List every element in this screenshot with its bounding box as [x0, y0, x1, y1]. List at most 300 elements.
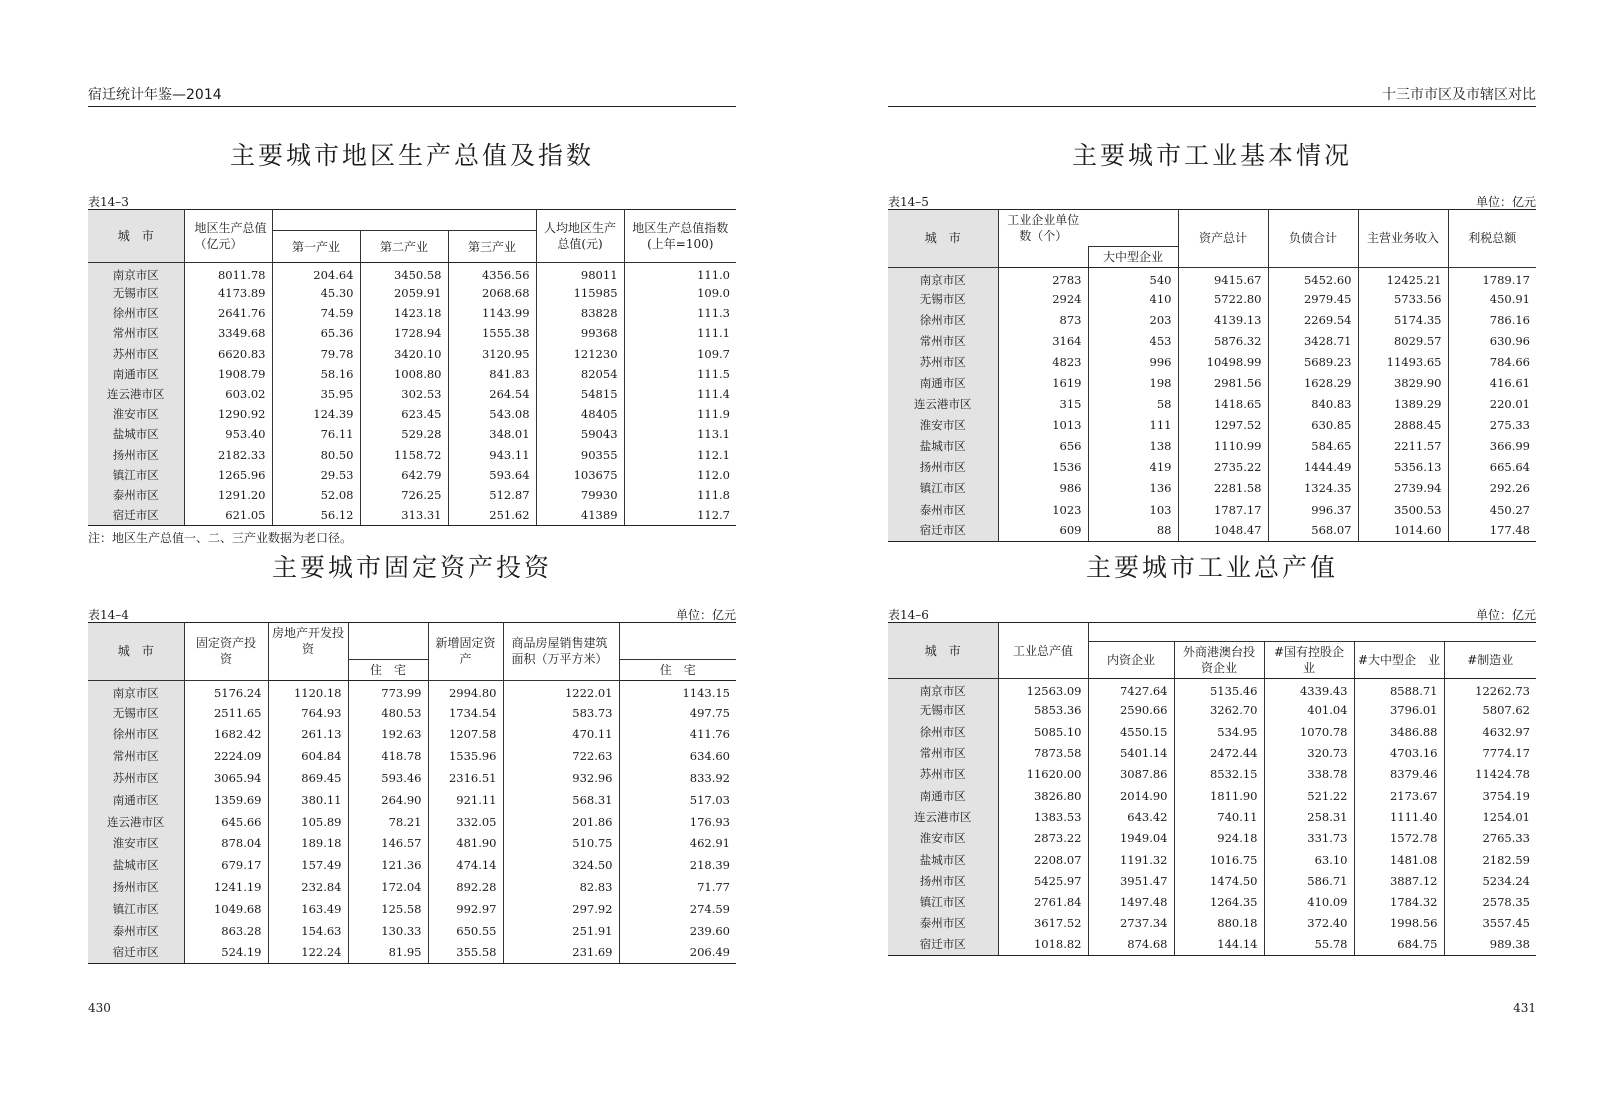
row-value: 198 — [1088, 372, 1178, 393]
row-value: 1023 — [998, 499, 1088, 520]
row-value: 138 — [1088, 436, 1178, 457]
row-value: 58 — [1088, 394, 1178, 415]
row-value: 3486.88 — [1354, 721, 1444, 742]
table-14-4-title: 主要城市固定资产投资 — [271, 553, 552, 582]
table-row — [88, 920, 736, 942]
row-city: 盐城市区 — [888, 436, 998, 457]
th-sales-housing: 住 宅 — [619, 659, 736, 680]
table-14-4-unit: 单位：亿元 — [675, 608, 736, 622]
row-value: 4356.56 — [448, 263, 536, 284]
row-value: 1222.01 — [503, 680, 619, 702]
row-value: 2014.90 — [1088, 785, 1174, 806]
row-value: 593.46 — [348, 767, 428, 789]
row-value: 121.36 — [348, 854, 428, 876]
row-value: 497.75 — [619, 702, 736, 724]
row-value: 172.04 — [348, 876, 428, 898]
row-value: 124.39 — [272, 404, 360, 424]
row-value: 1049.68 — [184, 898, 268, 920]
th-assets: 资产总计 — [1178, 210, 1268, 268]
row-value: 880.18 — [1174, 913, 1264, 934]
table-row — [888, 913, 1536, 934]
row-value: 1120.18 — [268, 680, 348, 702]
row-value: 90355 — [536, 445, 624, 465]
row-city: 宿迁市区 — [88, 505, 184, 525]
row-value: 366.99 — [1448, 436, 1536, 457]
row-value: 462.91 — [619, 833, 736, 855]
row-value: 372.40 — [1264, 913, 1354, 934]
table-row — [888, 330, 1536, 351]
row-value: 232.84 — [268, 876, 348, 898]
row-value: 773.99 — [348, 680, 428, 702]
row-city: 徐州市区 — [888, 309, 998, 330]
row-value: 992.97 — [428, 898, 503, 920]
row-city: 常州市区 — [888, 330, 998, 351]
row-value: 996 — [1088, 351, 1178, 372]
row-city: 常州市区 — [88, 745, 184, 767]
row-value: 302.53 — [360, 384, 448, 404]
row-value: 481.90 — [428, 833, 503, 855]
row-value: 1481.08 — [1354, 849, 1444, 870]
table-row — [88, 898, 736, 920]
row-city: 南通市区 — [888, 785, 998, 806]
table-row — [888, 764, 1536, 785]
row-value: 3557.45 — [1444, 913, 1536, 934]
row-city: 连云港市区 — [88, 384, 184, 404]
row-city: 南京市区 — [88, 263, 184, 284]
table-row — [88, 811, 736, 833]
row-value: 261.13 — [268, 724, 348, 746]
row-value: 79.78 — [272, 344, 360, 364]
table-14-6-title: 主要城市工业总产值 — [1085, 553, 1338, 582]
row-value: 4632.97 — [1444, 721, 1536, 742]
row-value: 1572.78 — [1354, 828, 1444, 849]
row-value: 2208.07 — [998, 849, 1088, 870]
row-value: 1474.50 — [1174, 870, 1264, 891]
row-value: 786.16 — [1448, 309, 1536, 330]
th-manufacturing: #制造业 — [1444, 642, 1536, 679]
row-value: 59043 — [536, 424, 624, 444]
row-value: 932.96 — [503, 767, 619, 789]
row-value: 1908.79 — [184, 364, 272, 384]
row-value: 1784.32 — [1354, 891, 1444, 912]
row-value: 5722.80 — [1178, 288, 1268, 309]
table-row — [888, 309, 1536, 330]
row-value: 1497.48 — [1088, 891, 1174, 912]
table-14-5-number: 表14–5 — [888, 195, 929, 209]
row-value: 630.96 — [1448, 330, 1536, 351]
row-value: 274.59 — [619, 898, 736, 920]
table-row — [88, 303, 736, 323]
row-city: 徐州市区 — [88, 724, 184, 746]
row-value: 453 — [1088, 330, 1178, 351]
table-14-5-unit: 单位：亿元 — [1475, 195, 1536, 209]
th-city: 城 市 — [88, 210, 184, 263]
row-value: 3617.52 — [998, 913, 1088, 934]
row-city: 镇江市区 — [88, 898, 184, 920]
row-value: 5733.56 — [1358, 288, 1448, 309]
row-value: 56.12 — [272, 505, 360, 525]
row-value: 111.1 — [624, 323, 736, 343]
row-value: 583.73 — [503, 702, 619, 724]
row-value: 450.27 — [1448, 499, 1536, 520]
row-city: 宿迁市区 — [888, 520, 998, 541]
left-page — [88, 0, 736, 1099]
row-value: 1324.35 — [1268, 478, 1358, 499]
table-row — [88, 833, 736, 855]
row-value: 1143.99 — [448, 303, 536, 323]
th-units: 工业企业单位数（个） — [998, 210, 1088, 247]
th-city: 城 市 — [888, 623, 998, 679]
row-value: 679.17 — [184, 854, 268, 876]
table-row — [888, 288, 1536, 309]
table-row — [88, 789, 736, 811]
row-value: 2981.56 — [1178, 372, 1268, 393]
row-city: 盐城市区 — [88, 424, 184, 444]
th-large-medium: 大中型企业 — [1088, 246, 1178, 267]
row-value: 8588.71 — [1354, 679, 1444, 700]
row-city: 淮安市区 — [888, 415, 998, 436]
row-city: 镇江市区 — [888, 478, 998, 499]
th-tertiary: 第三产业 — [448, 231, 536, 263]
row-value: 840.83 — [1268, 394, 1358, 415]
row-city: 淮安市区 — [88, 833, 184, 855]
row-value: 2281.58 — [1178, 478, 1268, 499]
row-value: 11424.78 — [1444, 764, 1536, 785]
th-city: 城 市 — [888, 210, 998, 268]
table-row — [888, 520, 1536, 541]
row-value: 54815 — [536, 384, 624, 404]
th-real-estate: 房地产开发投 资 — [268, 623, 348, 660]
row-city: 连云港市区 — [888, 394, 998, 415]
table-14-6-unit: 单位：亿元 — [1475, 608, 1536, 622]
row-city: 常州市区 — [888, 742, 998, 763]
row-value: 543.08 — [448, 404, 536, 424]
row-city: 南京市区 — [888, 267, 998, 288]
row-city: 泰州市区 — [88, 920, 184, 942]
row-value: 320.73 — [1264, 742, 1354, 763]
row-value: 109.0 — [624, 283, 736, 303]
row-value: 1048.47 — [1178, 520, 1268, 541]
row-value: 1682.42 — [184, 724, 268, 746]
table-row — [88, 323, 736, 343]
row-value: 722.63 — [503, 745, 619, 767]
row-value: 921.11 — [428, 789, 503, 811]
row-value: 71.77 — [619, 876, 736, 898]
row-value: 1016.75 — [1174, 849, 1264, 870]
th-total: 工业总产值 — [998, 623, 1088, 679]
row-value: 78.21 — [348, 811, 428, 833]
row-value: 4823 — [998, 351, 1088, 372]
row-value: 297.92 — [503, 898, 619, 920]
row-value: 2511.65 — [184, 702, 268, 724]
row-value: 953.40 — [184, 424, 272, 444]
row-value: 1018.82 — [998, 934, 1088, 955]
row-value: 113.1 — [624, 424, 736, 444]
row-value: 2316.51 — [428, 767, 503, 789]
row-value: 1555.38 — [448, 323, 536, 343]
table-row — [88, 942, 736, 964]
th-units-cont — [998, 246, 1088, 267]
row-value: 324.50 — [503, 854, 619, 876]
table-row — [888, 394, 1536, 415]
row-value: 3087.86 — [1088, 764, 1174, 785]
row-value: 125.58 — [348, 898, 428, 920]
row-city: 南通市区 — [88, 364, 184, 384]
row-value: 1359.69 — [184, 789, 268, 811]
row-value: 121230 — [536, 344, 624, 364]
th-per-capita: 人均地区生产总值(元) — [536, 210, 624, 263]
row-value: 1628.29 — [1268, 372, 1358, 393]
right-page — [888, 0, 1536, 1099]
row-value: 642.79 — [360, 465, 448, 485]
row-value: 2979.45 — [1268, 288, 1358, 309]
row-value: 989.38 — [1444, 934, 1536, 955]
table-row — [88, 505, 736, 525]
table-row — [88, 767, 736, 789]
row-value: 45.30 — [272, 283, 360, 303]
row-value: 74.59 — [272, 303, 360, 323]
table-row — [888, 415, 1536, 436]
row-value: 1389.29 — [1358, 394, 1448, 415]
row-value: 258.31 — [1264, 806, 1354, 827]
row-value: 192.63 — [348, 724, 428, 746]
row-value: 4339.43 — [1264, 679, 1354, 700]
row-value: 1444.49 — [1268, 457, 1358, 478]
row-value: 2739.94 — [1358, 478, 1448, 499]
row-value: 239.60 — [619, 920, 736, 942]
table-14-5 — [888, 193, 1536, 542]
th-real-estate-span — [348, 623, 428, 660]
row-value: 80.50 — [272, 445, 360, 465]
row-value: 2578.35 — [1444, 891, 1536, 912]
table-row — [88, 465, 736, 485]
row-value: 5425.97 — [998, 870, 1088, 891]
th-gdp-span — [272, 210, 536, 231]
table-row — [888, 891, 1536, 912]
row-value: 8532.15 — [1174, 764, 1264, 785]
row-value: 2641.76 — [184, 303, 272, 323]
th-liabilities: 负债合计 — [1268, 210, 1358, 268]
row-value: 163.49 — [268, 898, 348, 920]
row-city: 南京市区 — [88, 680, 184, 702]
row-value: 7427.64 — [1088, 679, 1174, 700]
row-value: 11620.00 — [998, 764, 1088, 785]
row-value: 1728.94 — [360, 323, 448, 343]
row-city: 苏州市区 — [888, 351, 998, 372]
row-value: 1998.56 — [1354, 913, 1444, 934]
row-value: 154.63 — [268, 920, 348, 942]
row-city: 盐城市区 — [888, 849, 998, 870]
table-row — [888, 870, 1536, 891]
row-value: 604.84 — [268, 745, 348, 767]
row-value: 2888.45 — [1358, 415, 1448, 436]
row-value: 603.02 — [184, 384, 272, 404]
row-value: 111.9 — [624, 404, 736, 424]
row-value: 3164 — [998, 330, 1088, 351]
th-primary: 第一产业 — [272, 231, 360, 263]
table-14-3-note: 注：地区生产总值一、二、三产业数据为老口径。 — [88, 530, 353, 545]
row-value: 1423.18 — [360, 303, 448, 323]
table-14-6-body — [888, 679, 1536, 956]
table-14-5-title: 主要城市工业基本情况 — [1071, 141, 1352, 170]
row-value: 1535.96 — [428, 745, 503, 767]
row-value: 410 — [1088, 288, 1178, 309]
row-value: 82054 — [536, 364, 624, 384]
row-value: 510.75 — [503, 833, 619, 855]
row-value: 512.87 — [448, 485, 536, 505]
row-value: 450.91 — [1448, 288, 1536, 309]
row-value: 643.42 — [1088, 806, 1174, 827]
row-value: 130.33 — [348, 920, 428, 942]
row-city: 镇江市区 — [888, 891, 998, 912]
row-value: 313.31 — [360, 505, 448, 525]
row-value: 2761.84 — [998, 891, 1088, 912]
row-value: 3951.47 — [1088, 870, 1174, 891]
row-value: 401.04 — [1264, 700, 1354, 721]
row-value: 136 — [1088, 478, 1178, 499]
th-sales-span — [619, 623, 736, 660]
row-value: 65.36 — [272, 323, 360, 343]
row-value: 231.69 — [503, 942, 619, 964]
row-city: 扬州市区 — [888, 457, 998, 478]
row-value: 5174.35 — [1358, 309, 1448, 330]
table-row — [888, 806, 1536, 827]
row-value: 593.64 — [448, 465, 536, 485]
row-value: 9415.67 — [1178, 267, 1268, 288]
row-value: 540 — [1088, 267, 1178, 288]
table-row — [888, 700, 1536, 721]
page-number-right: 431 — [1513, 1001, 1536, 1015]
row-value: 10498.99 — [1178, 351, 1268, 372]
row-value: 584.65 — [1268, 436, 1358, 457]
th-city: 城 市 — [88, 623, 184, 681]
th-large-medium: #大中型企 业 — [1354, 642, 1444, 679]
row-value: 1789.17 — [1448, 267, 1536, 288]
row-city: 南通市区 — [888, 372, 998, 393]
row-city: 淮安市区 — [888, 828, 998, 849]
row-value: 764.93 — [268, 702, 348, 724]
row-value: 517.03 — [619, 789, 736, 811]
row-city: 苏州市区 — [88, 767, 184, 789]
row-value: 665.64 — [1448, 457, 1536, 478]
row-value: 103675 — [536, 465, 624, 485]
row-value: 1536 — [998, 457, 1088, 478]
row-value: 2224.09 — [184, 745, 268, 767]
row-value: 2783 — [998, 267, 1088, 288]
row-value: 656 — [998, 436, 1088, 457]
table-14-6-number: 表14–6 — [888, 608, 929, 622]
table-row — [888, 828, 1536, 849]
table-14-4-body — [88, 680, 736, 963]
row-value: 63.10 — [1264, 849, 1354, 870]
row-city: 扬州市区 — [88, 445, 184, 465]
table-14-5-grid — [888, 209, 1536, 542]
row-value: 52.08 — [272, 485, 360, 505]
row-value: 1734.54 — [428, 702, 503, 724]
row-value: 251.62 — [448, 505, 536, 525]
th-fixed: 固定资产投 资 — [184, 623, 268, 681]
row-value: 251.91 — [503, 920, 619, 942]
row-value: 380.11 — [268, 789, 348, 811]
table-row — [88, 283, 736, 303]
row-value: 5807.62 — [1444, 700, 1536, 721]
row-value: 5234.24 — [1444, 870, 1536, 891]
row-city: 常州市区 — [88, 323, 184, 343]
row-value: 873 — [998, 309, 1088, 330]
row-value: 986 — [998, 478, 1088, 499]
row-value: 12262.73 — [1444, 679, 1536, 700]
row-city: 苏州市区 — [88, 344, 184, 364]
row-value: 315 — [998, 394, 1088, 415]
row-value: 2737.34 — [1088, 913, 1174, 934]
th-gdp: 地区生产总值（亿元） — [184, 210, 272, 263]
row-value: 474.14 — [428, 854, 503, 876]
row-value: 2994.80 — [428, 680, 503, 702]
row-value: 6620.83 — [184, 344, 272, 364]
row-value: 176.93 — [619, 811, 736, 833]
row-value: 109.7 — [624, 344, 736, 364]
row-value: 480.53 — [348, 702, 428, 724]
row-value: 103 — [1088, 499, 1178, 520]
row-value: 8011.78 — [184, 263, 272, 284]
th-secondary: 第二产业 — [360, 231, 448, 263]
table-row — [88, 384, 736, 404]
row-value: 1143.15 — [619, 680, 736, 702]
row-value: 410.09 — [1264, 891, 1354, 912]
table-row — [888, 457, 1536, 478]
row-value: 332.05 — [428, 811, 503, 833]
row-value: 7873.58 — [998, 742, 1088, 763]
row-value: 189.18 — [268, 833, 348, 855]
row-value: 1787.17 — [1178, 499, 1268, 520]
row-value: 2068.68 — [448, 283, 536, 303]
row-value: 5085.10 — [998, 721, 1088, 742]
row-value: 1110.99 — [1178, 436, 1268, 457]
row-value: 115985 — [536, 283, 624, 303]
row-value: 5876.32 — [1178, 330, 1268, 351]
row-value: 111.8 — [624, 485, 736, 505]
row-value: 621.05 — [184, 505, 272, 525]
row-value: 470.11 — [503, 724, 619, 746]
row-value: 1291.20 — [184, 485, 272, 505]
row-value: 5176.24 — [184, 680, 268, 702]
row-value: 2269.54 — [1268, 309, 1358, 330]
row-value: 88 — [1088, 520, 1178, 541]
table-row — [888, 478, 1536, 499]
row-value: 3349.68 — [184, 323, 272, 343]
row-value: 5401.14 — [1088, 742, 1174, 763]
table-14-3-title: 主要城市地区生产总值及指数 — [229, 141, 594, 170]
row-value: 111.3 — [624, 303, 736, 323]
row-city: 无锡市区 — [888, 288, 998, 309]
row-value: 726.25 — [360, 485, 448, 505]
table-14-4 — [88, 606, 736, 964]
row-value: 58.16 — [272, 364, 360, 384]
row-value: 3262.70 — [1174, 700, 1264, 721]
row-value: 157.49 — [268, 854, 348, 876]
row-value: 1191.32 — [1088, 849, 1174, 870]
table-14-5-body — [888, 267, 1536, 541]
table-row — [88, 344, 736, 364]
row-value: 204.64 — [272, 263, 360, 284]
row-value: 5452.60 — [1268, 267, 1358, 288]
row-value: 1207.58 — [428, 724, 503, 746]
row-value: 568.31 — [503, 789, 619, 811]
row-value: 863.28 — [184, 920, 268, 942]
row-value: 81.95 — [348, 942, 428, 964]
row-value: 784.66 — [1448, 351, 1536, 372]
row-value: 1158.72 — [360, 445, 448, 465]
